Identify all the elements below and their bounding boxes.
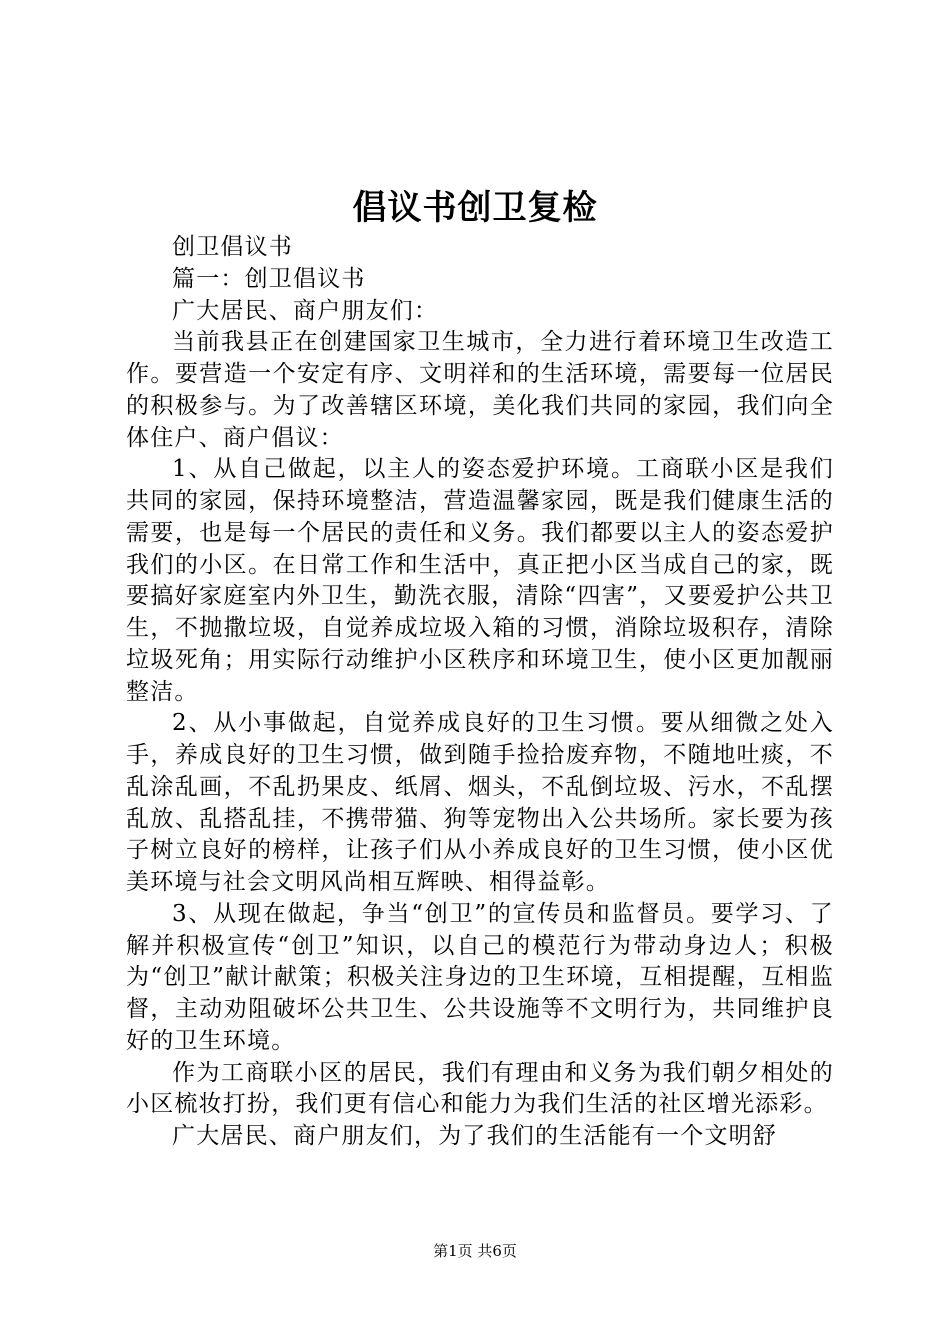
paragraph: 3、从现在做起，争当“创卫”的宣传员和监督员。要学习、了解并积极宣传“创卫”知识，以自己的模范行为带动身边人；积极为“创卫”献计献策；积极关注身边的卫生环境，互相提醒，互相监督，主动劝阻破坏公共卫生、公共设施等不文明行为，共同维护良好的卫生环境。 (126, 900, 834, 1054)
paragraph: 创卫倡议书 (172, 234, 293, 260)
paragraph: 篇一：创卫倡议书 (172, 265, 366, 292)
document-body (126, 232, 834, 1153)
paragraph: 2、从小事做起，自觉养成良好的卫生习惯。要从细微之处入手，养成良好的卫生习惯，做到随手捡拾废弃物，不随地吐痰，不乱涂乱画，不乱扔果皮、纸屑、烟头，不乱倒垃圾、污水，不乱摆乱放、乱搭乱挂，不携带猫、狗等宠物出入公共场所。家长要为孩子树立良好的榜样，让孩子们从小养成良好的卫生习惯，使小区优美环境与社会文明风尚相互辉映、相得益彰。 (126, 710, 834, 895)
paragraph: 1、从自己做起，以主人的姿态爱护环境。工商联小区是我们共同的家园，保持环境整洁，营造温馨家园，既是我们健康生活的需要，也是每一个居民的责任和义务。我们都要以主人的姿态爱护我们的小区。在日常工作和生活中，真正把小区当成自己的家，既要搞好家庭室内外卫生，勤洗衣服，清除“四害”，又要爱护公共卫生，不抛撒垃圾，自觉养成垃圾入箱的习惯，消除垃圾积存，清除垃圾死角；用实际行动维护小区秩序和环境卫生，使小区更加靓丽整洁。 (126, 456, 834, 705)
paragraph: 广大居民、商户朋友们，为了我们的生活能有一个文明舒 (172, 1123, 777, 1149)
paragraph: 当前我县正在创建国家卫生城市，全力进行着环境卫生改造工作。要营造一个安定有序、文明祥和的生活环境，需要每一位居民的积极参与。为了改善辖区环境，美化我们共同的家园，我们向全体住户、商户倡议： (126, 329, 834, 451)
document-title: 倡议书创卫复检 (352, 188, 598, 228)
paragraph: 作为工商联小区的居民，我们有理由和义务为我们朝夕相处的小区梳妆打扮，我们更有信心和能力为我们生活的社区增光添彩。 (126, 1059, 834, 1118)
page-footer: 第1页 共6页 (433, 1242, 517, 1260)
paragraph: 广大居民、商户朋友们： (172, 297, 439, 324)
